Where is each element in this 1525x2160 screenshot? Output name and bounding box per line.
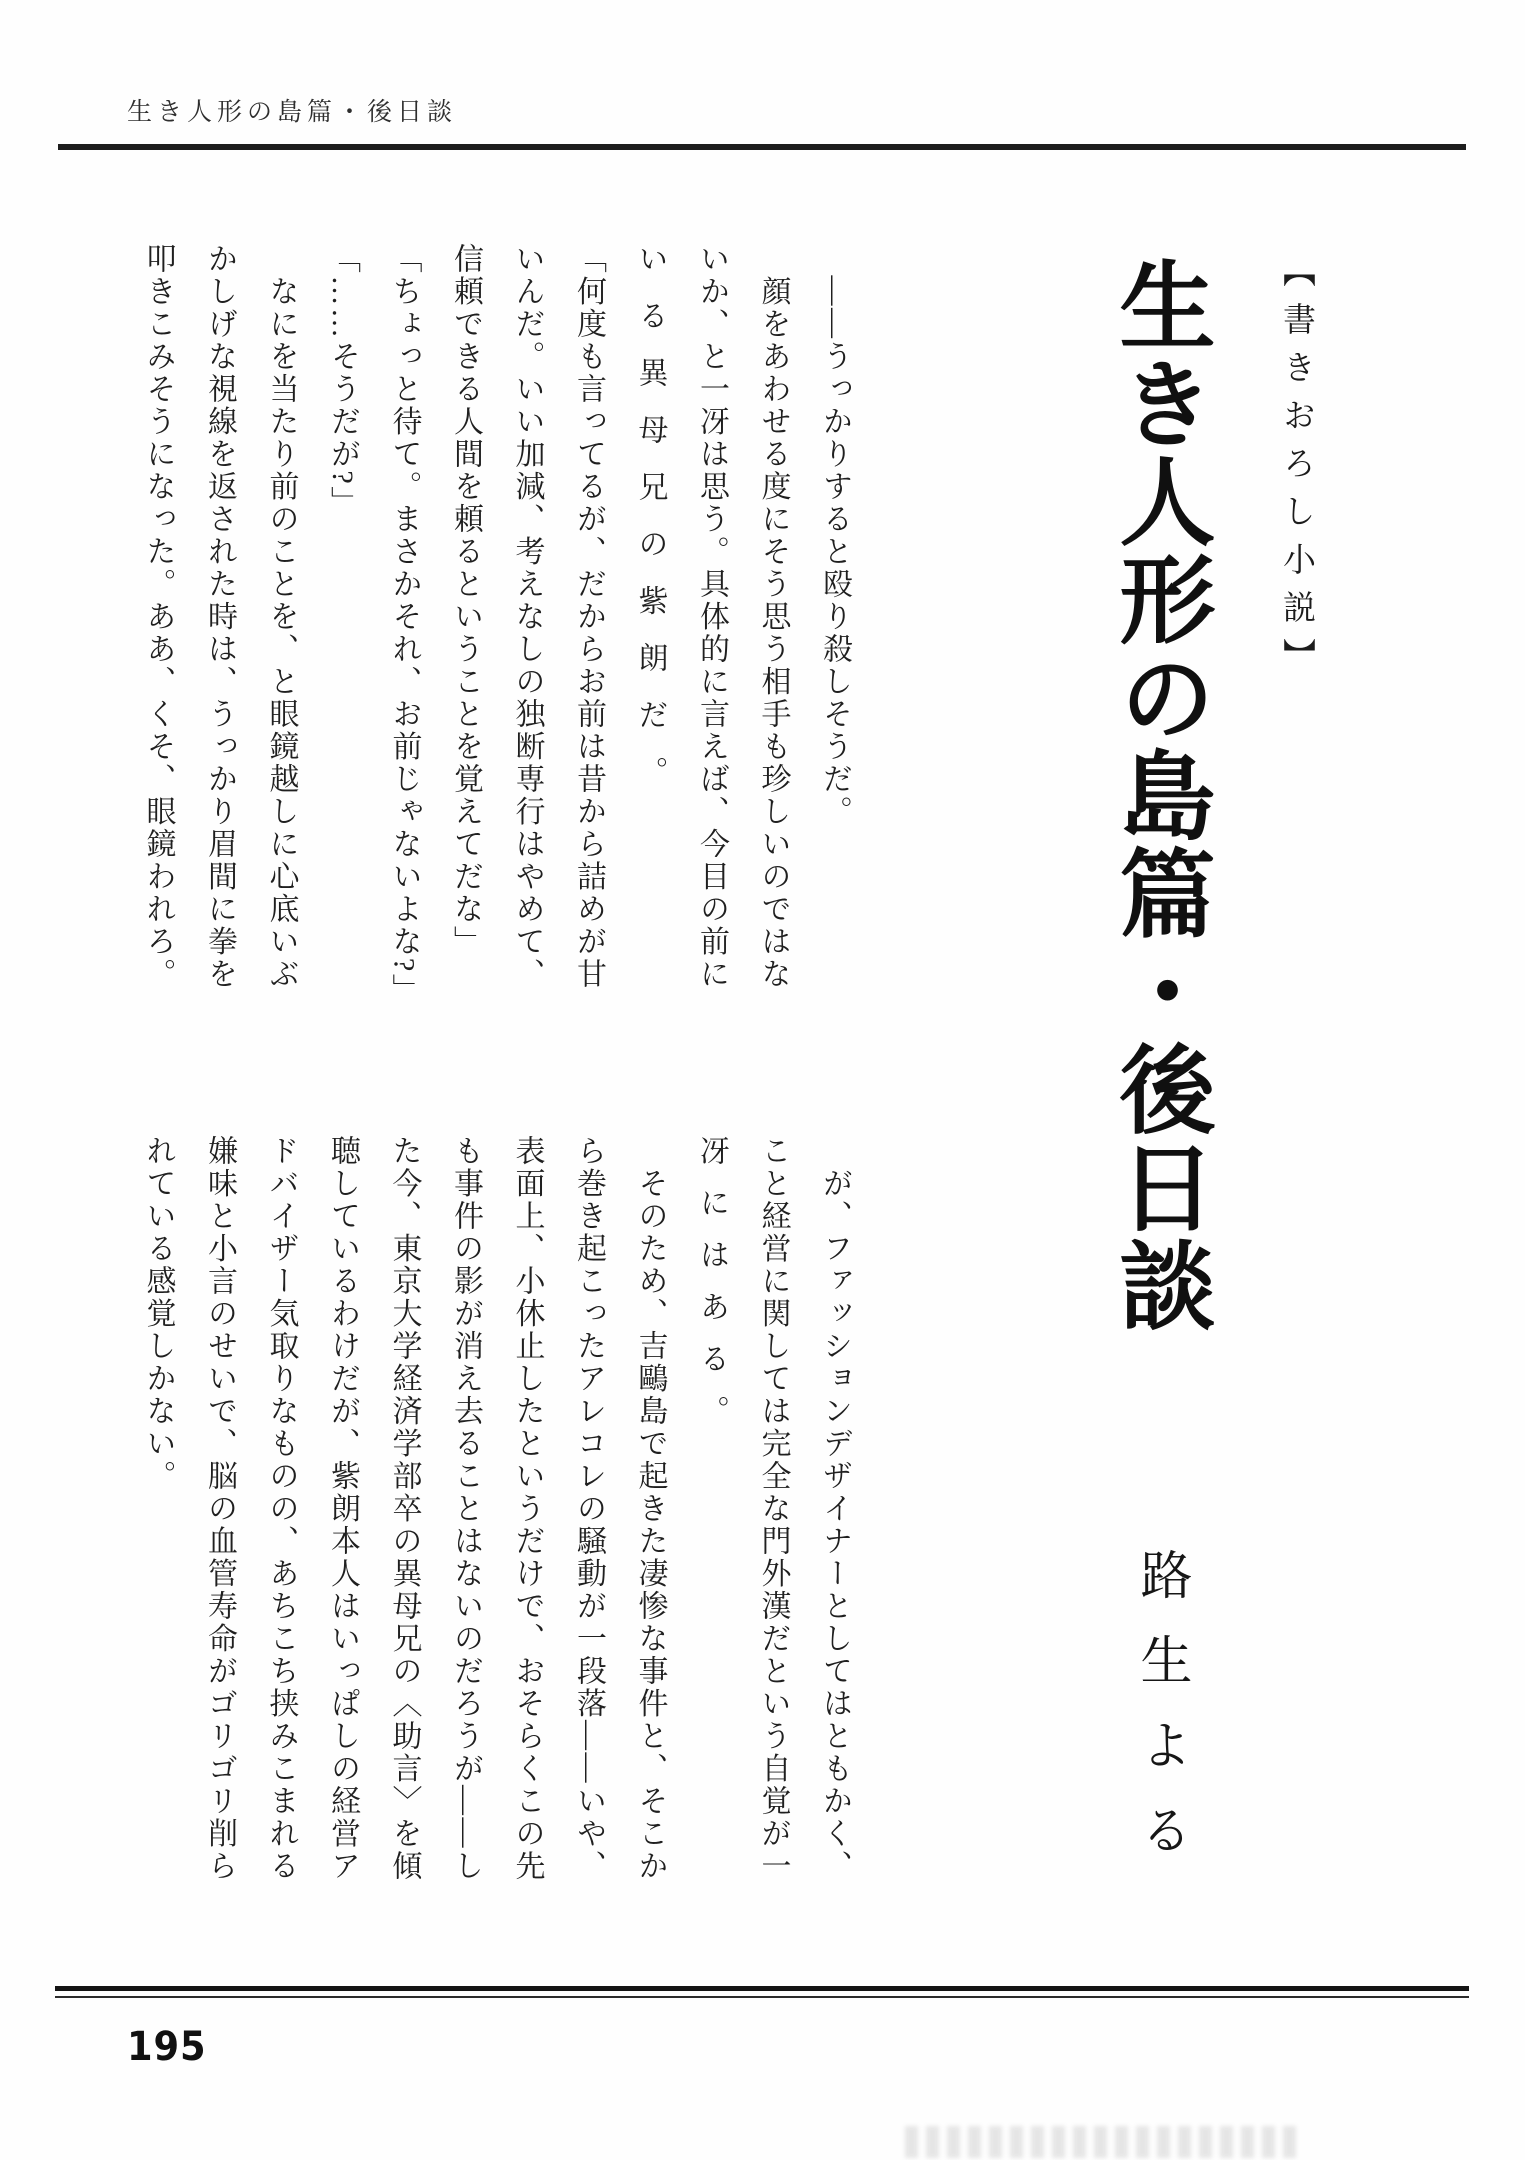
text-column: 表面上、小休止したというだけで、おそらくこの先 <box>510 1135 544 1883</box>
text-column: かしげな視線を返された時は、うっかり眉間に拳を <box>203 243 236 991</box>
body-text-upper-block <box>125 243 865 1015</box>
print-through-smudge <box>905 2126 1300 2158</box>
text-column: が、ファッションデザイナーとしてはともかく、 <box>818 1135 851 1883</box>
text-column: いる異母兄の紫朗だ。 <box>633 243 667 813</box>
text-column: いんだ。いい加減、考えなしの独断専行はやめて、 <box>510 243 544 991</box>
text-column: ドバイザー気取りなものの、あちこち挟みこまれる <box>264 1135 298 1883</box>
text-column: いか、と一冴は思う。具体的に言えば、今目の前に <box>695 243 728 991</box>
footer-rule-thick <box>55 1986 1469 1991</box>
text-column: 聴しているわけだが、紫朗本人はいっぱしの経営ア <box>326 1135 359 1883</box>
footer-rule-thin <box>55 1996 1469 1998</box>
text-column: 「……そうだが?」 <box>326 243 359 519</box>
header-rule <box>58 144 1466 150</box>
page-number: 195 <box>127 2024 207 2070</box>
text-column: 信頼できる人間を頼るということを覚えてだな」 <box>449 243 482 958</box>
page-title: 生き人形の島篇・後日談 <box>1106 256 1213 1334</box>
text-column: 叩きこみそうになった。ああ、くそ、眼鏡われろ。 <box>141 243 175 991</box>
text-column: ら巻き起こったアレコレの騒動が一段落――いや、 <box>572 1135 605 1883</box>
category-label: 【書きおろし小説】 <box>1278 254 1314 686</box>
text-column: 冴にはある。 <box>695 1135 728 1447</box>
text-column: 「何度も言ってるが、だからお前は昔から詰めが甘 <box>572 243 605 991</box>
text-column: 嫌味と小言のせいで、脳の血管寿命がゴリゴリ削ら <box>203 1135 236 1883</box>
text-column: そのため、吉鷗島で起きた凄惨な事件と、そこか <box>633 1135 667 1883</box>
text-column: こと経営に関しては完全な門外漢だという自覚が一 <box>756 1135 790 1883</box>
body-text-lower-block <box>125 1135 865 1910</box>
text-column: ――うっかりすると殴り殺しそうだ。 <box>818 243 851 828</box>
text-column: なにを当たり前のことを、と眼鏡越しに心底いぶ <box>264 243 298 991</box>
running-header: 生き人形の島篇・後日談 <box>127 99 458 126</box>
text-column: た今、東京大学経済学部卒の異母兄の〈助言〉を傾 <box>387 1135 421 1883</box>
author-name: 路生よる <box>1132 1548 1189 1888</box>
text-column: れている感覚しかない。 <box>141 1135 175 1493</box>
text-column: 顔をあわせる度にそう思う相手も珍しいのではな <box>756 243 790 991</box>
text-column: も事件の影が消え去ることはないのだろうが――し <box>449 1135 482 1883</box>
text-column: 「ちょっと待て。まさかそれ、お前じゃないよな?」 <box>387 243 421 1007</box>
